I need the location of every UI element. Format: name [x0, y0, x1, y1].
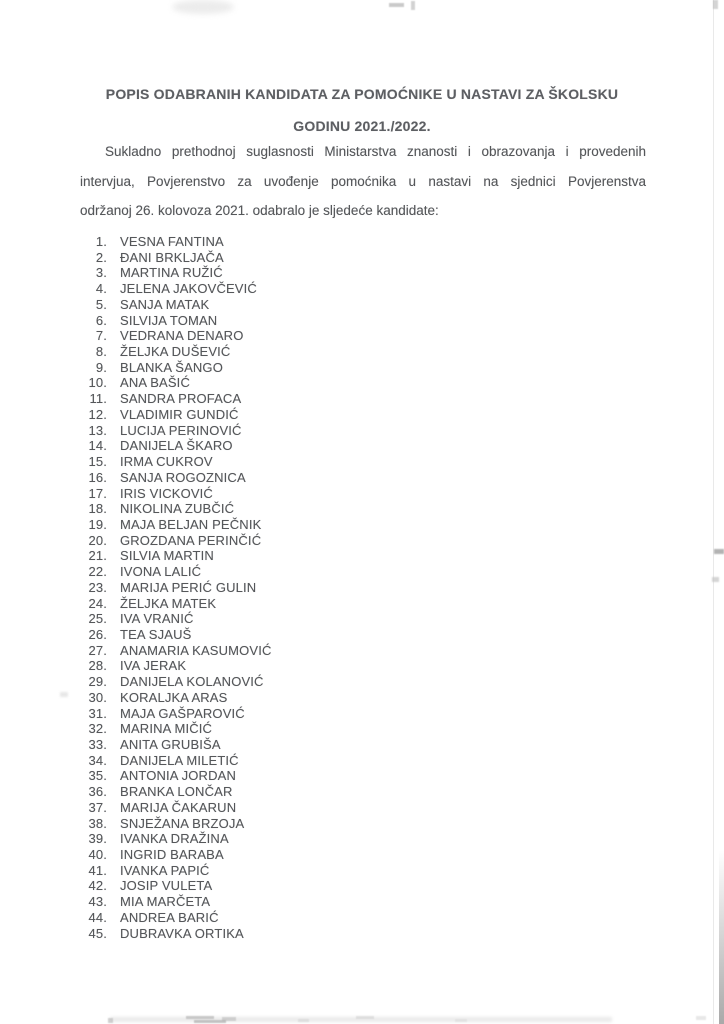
- candidate-number: 11.: [89, 391, 107, 407]
- candidate-name: ANDREA BARIĆ: [120, 909, 219, 925]
- candidate-list-item: [86, 800, 272, 816]
- candidate-list-item: [86, 674, 272, 690]
- candidate-number: 23.: [88, 579, 107, 595]
- candidate-name: TEA SJAUŠ: [120, 626, 192, 642]
- scan-mark-top-right: [713, 0, 718, 9]
- intro-paragraph-line: intervjua, Povjerenstvo za uvođenje pomoćnika u nastavi na sjednici Povjerenstva: [80, 173, 646, 189]
- candidate-number: 9.: [95, 359, 107, 375]
- candidate-list-item: [86, 438, 272, 454]
- candidate-number: 16.: [88, 469, 107, 485]
- candidate-list-item: [86, 533, 272, 549]
- candidate-name: ŽELJKA MATEK: [120, 595, 217, 611]
- candidate-list-item: [86, 344, 272, 360]
- candidate-list-item: [86, 548, 272, 564]
- candidate-name: IVANKA PAPIĆ: [120, 862, 210, 878]
- candidate-name: GROZDANA PERINČIĆ: [120, 532, 262, 548]
- candidate-name: NIKOLINA ZUBČIĆ: [120, 501, 235, 517]
- candidate-list-item: [86, 454, 272, 470]
- candidate-number: 40.: [88, 847, 107, 863]
- scan-mark-right-edge-2: [712, 577, 719, 582]
- candidate-number: 28.: [88, 658, 107, 674]
- candidate-number: 32.: [88, 721, 107, 737]
- candidate-name: ANA BAŠIĆ: [120, 375, 190, 391]
- candidate-name: INGRID BARABA: [120, 847, 224, 863]
- candidate-number: 27.: [88, 642, 107, 658]
- candidate-name: IRIS VICKOVIĆ: [120, 485, 213, 501]
- candidate-number: 3.: [95, 265, 107, 281]
- candidate-name: IVA VRANIĆ: [120, 611, 194, 627]
- candidate-number: 26.: [88, 626, 107, 642]
- candidate-list-item: [86, 878, 272, 894]
- candidate-number: 5.: [95, 296, 107, 312]
- candidate-list-item: [86, 831, 272, 847]
- candidate-list-item: [86, 517, 272, 533]
- candidate-list-item: [86, 375, 272, 391]
- candidate-number: 15.: [88, 454, 107, 470]
- candidate-number: 45.: [88, 925, 107, 941]
- candidate-number: 4.: [95, 281, 107, 297]
- candidate-number: 7.: [95, 328, 107, 344]
- candidate-name: DANIJELA MILETIĆ: [120, 752, 239, 768]
- candidate-list: [86, 234, 272, 941]
- candidate-name: SANJA ROGOZNICA: [120, 469, 246, 485]
- candidate-number: 43.: [88, 894, 107, 910]
- scan-bottom-speck-7: [455, 1019, 467, 1022]
- candidate-name: MAJA GAŠPAROVIĆ: [120, 705, 245, 721]
- candidate-number: 39.: [88, 831, 107, 847]
- candidate-name: MARIJA PERIĆ GULIN: [120, 579, 257, 595]
- candidate-number: 1.: [95, 234, 107, 249]
- candidate-name: KORALJKA ARAS: [120, 689, 228, 705]
- candidate-list-item: [86, 234, 272, 250]
- candidate-list-item: [86, 328, 272, 344]
- candidate-number: 24.: [88, 595, 107, 611]
- candidate-list-item: [86, 847, 272, 863]
- scan-bottom-speck-5: [298, 1019, 309, 1022]
- scan-mark-right-edge-1: [714, 549, 724, 554]
- candidate-number: 12.: [88, 406, 107, 422]
- candidate-name: BLANKA ŠANGO: [120, 359, 223, 375]
- candidate-list-item: [86, 816, 272, 832]
- candidate-name: MARIJA ČAKARUN: [120, 799, 237, 815]
- candidate-list-item: [86, 407, 272, 423]
- candidate-name: MIA MARČETA: [120, 894, 211, 910]
- candidate-number: 42.: [88, 878, 107, 894]
- candidate-number: 36.: [88, 784, 107, 800]
- candidate-number: 8.: [95, 344, 107, 360]
- candidate-list-item: [86, 863, 272, 879]
- candidate-name: SANDRA PROFACA: [120, 391, 242, 407]
- candidate-list-item: [86, 926, 272, 942]
- candidate-list-item: [86, 611, 272, 627]
- candidate-name: MARINA MIČIĆ: [120, 721, 213, 737]
- candidate-list-item: [86, 784, 272, 800]
- candidate-list-item: [86, 596, 272, 612]
- candidate-number: 34.: [88, 752, 107, 768]
- candidate-number: 37.: [88, 799, 107, 815]
- candidate-list-item: [86, 910, 272, 926]
- candidate-list-item: [86, 627, 272, 643]
- candidate-name: ANAMARIA KASUMOVIĆ: [120, 642, 272, 658]
- candidate-list-item: [86, 894, 272, 910]
- candidate-name: DUBRAVKA ORTIKA: [120, 925, 244, 941]
- candidate-name: MAJA BELJAN PEČNIK: [120, 516, 262, 532]
- intro-paragraph-line: održanoj 26. kolovoza 2021. odabralo je sljedeće kandidate:: [80, 203, 439, 219]
- candidate-name: ANITA GRUBIŠA: [120, 737, 221, 752]
- candidate-name: IVANKA DRAŽINA: [120, 831, 229, 847]
- candidate-name: SANJA MATAK: [120, 296, 210, 312]
- candidate-number: 17.: [88, 485, 107, 501]
- candidate-name: ŽELJKA DUŠEVIĆ: [120, 344, 231, 360]
- candidate-list-item: [86, 753, 272, 769]
- candidate-number: 30.: [88, 689, 107, 705]
- candidate-number: 41.: [88, 862, 107, 878]
- candidate-list-item: [86, 281, 272, 297]
- scan-mark-top-center-2: [411, 1, 415, 10]
- scan-vertical-line: [713, 0, 714, 1024]
- candidate-name: IRMA CUKROV: [120, 454, 213, 470]
- candidate-list-item: [86, 297, 272, 313]
- candidate-number: 35.: [88, 768, 107, 784]
- candidate-list-item: [86, 658, 272, 674]
- candidate-list-item: [86, 423, 272, 439]
- scan-bottom-edge-bar: [110, 1017, 612, 1022]
- scan-bottom-speck-4: [108, 1018, 113, 1023]
- candidate-name: ANTONIA JORDAN: [120, 768, 236, 784]
- candidate-name: SILVIA MARTIN: [120, 548, 214, 564]
- candidate-list-item: [86, 706, 272, 722]
- candidate-number: 19.: [88, 516, 107, 532]
- candidate-list-item: [86, 768, 272, 784]
- candidate-number: 18.: [88, 501, 107, 517]
- candidate-name: ĐANI BRKLJAČA: [120, 249, 224, 265]
- scan-mark-top-center-1: [389, 3, 404, 7]
- candidate-list-item: [86, 486, 272, 502]
- scan-smudge-top-left: [172, 0, 234, 14]
- candidate-number: 31.: [88, 705, 107, 721]
- candidate-list-item: [86, 470, 272, 486]
- candidate-name: MARTINA RUŽIĆ: [120, 265, 223, 281]
- candidate-name: LUCIJA PERINOVIĆ: [120, 422, 242, 438]
- candidate-list-item: [86, 313, 272, 329]
- candidate-name: JOSIP VULETA: [120, 878, 213, 894]
- candidate-list-item: [86, 265, 272, 281]
- candidate-name: VEDRANA DENARO: [120, 328, 244, 344]
- candidate-name: VLADIMIR GUNDIĆ: [120, 406, 239, 422]
- candidate-number: 22.: [88, 564, 107, 580]
- candidate-number: 6.: [95, 312, 107, 328]
- candidate-name: VESNA FANTINA: [120, 234, 224, 249]
- candidate-list-item: [86, 250, 272, 266]
- candidate-list-item: [86, 501, 272, 517]
- document-title-line1: POPIS ODABRANIH KANDIDATA ZA POMOĆNIKE U NASTAVI ZA ŠKOLSKU: [105, 86, 619, 102]
- candidate-list-item: [86, 391, 272, 407]
- scan-right-edge-shadow: [719, 850, 724, 1024]
- candidate-number: 10.: [88, 375, 107, 391]
- candidate-number: 44.: [88, 909, 107, 925]
- candidate-number: 25.: [88, 611, 107, 627]
- candidate-number: 33.: [88, 737, 107, 752]
- candidate-name: IVA JERAK: [120, 658, 187, 674]
- candidate-name: JELENA JAKOVČEVIĆ: [120, 281, 257, 297]
- intro-paragraph: [80, 144, 646, 233]
- candidate-list-item: [86, 690, 272, 706]
- scan-mark-left-margin: [60, 692, 68, 697]
- candidate-number: 20.: [88, 532, 107, 548]
- scan-bottom-speck-2: [194, 1020, 226, 1023]
- candidate-list-item: [86, 360, 272, 376]
- candidate-number: 38.: [88, 815, 107, 831]
- candidate-name: SILVIJA TOMAN: [120, 312, 218, 328]
- candidate-name: DANIJELA KOLANOVIĆ: [120, 674, 264, 690]
- candidate-list-item: [86, 643, 272, 659]
- candidate-name: DANIJELA ŠKARO: [120, 438, 233, 454]
- scan-bottom-speck-8: [696, 1016, 706, 1020]
- candidate-list-item: [86, 564, 272, 580]
- candidate-list-item: [86, 580, 272, 596]
- candidate-number: 21.: [88, 548, 107, 564]
- candidate-name: SNJEŽANA BRZOJA: [120, 815, 245, 831]
- candidate-number: 29.: [88, 674, 107, 690]
- candidate-name: IVONA LALIĆ: [120, 564, 202, 580]
- candidate-list-item: [86, 721, 272, 737]
- candidate-name: BRANKA LONČAR: [120, 784, 233, 800]
- intro-paragraph-line: Sukladno prethodnoj suglasnosti Ministarstva znanosti i obrazovanja i provedenih: [105, 144, 646, 159]
- candidate-number: 13.: [88, 422, 107, 438]
- scan-bottom-speck-3: [222, 1017, 236, 1021]
- candidate-list-item: [86, 737, 272, 753]
- candidate-number: 14.: [88, 438, 107, 454]
- candidate-number: 2.: [95, 249, 107, 265]
- document-title-line2: GODINU 2021./2022.: [293, 118, 431, 134]
- scan-bottom-speck-1: [186, 1016, 214, 1019]
- scan-bottom-speck-6: [356, 1016, 374, 1019]
